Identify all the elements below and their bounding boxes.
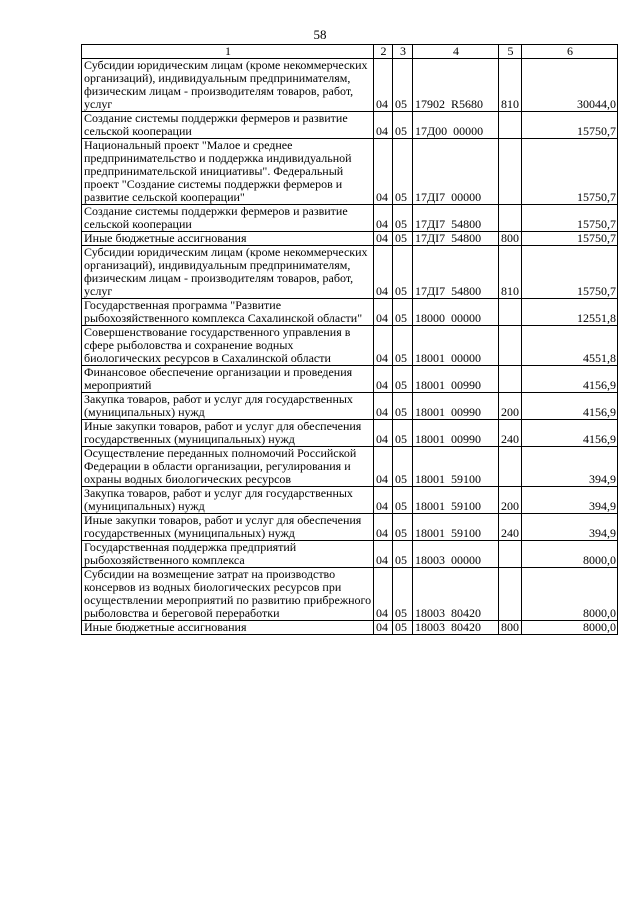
row-subsection-cell: 05 (393, 246, 413, 299)
row-name-cell: Закупка товаров, работ и услуг для государственных (муниципальных) нужд (82, 393, 374, 420)
row-subsection-cell: 05 (393, 393, 413, 420)
table-row (82, 541, 618, 568)
row-subsection-cell: 05 (393, 59, 413, 112)
row-section-cell: 04 (374, 366, 393, 393)
row-amount-cell: 15750,7 (522, 232, 618, 246)
row-amount-cell: 15750,7 (522, 139, 618, 205)
row-amount-cell: 15750,7 (522, 205, 618, 232)
table-row (82, 232, 618, 246)
row-section-cell: 04 (374, 59, 393, 112)
column-header: 1 (82, 45, 374, 59)
row-name-cell: Осуществление переданных полномочий Российской Федерации в области организации, регулирования и охраны водных биологических ресурсов (82, 447, 374, 487)
row-subsection-cell: 05 (393, 232, 413, 246)
row-section-cell: 04 (374, 447, 393, 487)
row-target-article-cell: 18000 00000 (413, 299, 499, 326)
row-target-article-cell: 18001 00000 (413, 326, 499, 366)
row-expense-type-cell: 810 (499, 246, 522, 299)
row-section-cell: 04 (374, 246, 393, 299)
row-expense-type-cell (499, 139, 522, 205)
row-subsection-cell: 05 (393, 447, 413, 487)
row-subsection-cell: 05 (393, 420, 413, 447)
row-expense-type-cell (499, 568, 522, 621)
row-subsection-cell: 05 (393, 366, 413, 393)
row-expense-type-cell (499, 326, 522, 366)
row-section-cell: 04 (374, 299, 393, 326)
row-target-article-cell: 18001 59100 (413, 447, 499, 487)
table-row (82, 568, 618, 621)
row-target-article-cell: 17Д00 00000 (413, 112, 499, 139)
row-name-cell: Иные бюджетные ассигнования (82, 232, 374, 246)
row-name-cell: Национальный проект "Малое и среднее предпринимательство и поддержка индивидуальной предпринимательской инициативы". Федеральный проект "Создание системы поддержки фермеров и развитие сельской кооперации" (82, 139, 374, 205)
table-row (82, 447, 618, 487)
row-name-cell: Государственная программа "Развитие рыбохозяйственного комплекса Сахалинской области" (82, 299, 374, 326)
table-row (82, 299, 618, 326)
row-amount-cell: 394,9 (522, 514, 618, 541)
row-section-cell: 04 (374, 541, 393, 568)
row-target-article-cell: 18001 59100 (413, 487, 499, 514)
row-subsection-cell: 05 (393, 568, 413, 621)
row-target-article-cell: 18001 00990 (413, 366, 499, 393)
row-section-cell: 04 (374, 326, 393, 366)
row-amount-cell: 15750,7 (522, 246, 618, 299)
row-name-cell: Закупка товаров, работ и услуг для государственных (муниципальных) нужд (82, 487, 374, 514)
budget-table (81, 44, 618, 635)
row-target-article-cell: 18003 80420 (413, 621, 499, 635)
row-name-cell: Иные бюджетные ассигнования (82, 621, 374, 635)
row-target-article-cell: 18001 00990 (413, 393, 499, 420)
table-row (82, 139, 618, 205)
row-section-cell: 04 (374, 232, 393, 246)
row-expense-type-cell (499, 205, 522, 232)
row-subsection-cell: 05 (393, 299, 413, 326)
row-subsection-cell: 05 (393, 514, 413, 541)
row-target-article-cell: 18001 59100 (413, 514, 499, 541)
row-target-article-cell: 17ДI7 54800 (413, 205, 499, 232)
row-section-cell: 04 (374, 393, 393, 420)
column-header: 6 (522, 45, 618, 59)
row-name-cell: Совершенствование государственного управления в сфере рыболовства и сохранение водных биологических ресурсов в Сахалинской области (82, 326, 374, 366)
row-subsection-cell: 05 (393, 112, 413, 139)
row-section-cell: 04 (374, 420, 393, 447)
row-name-cell: Субсидии на возмещение затрат на производство консервов из водных биологических ресурсов при осуществлении мероприятий по развитию прибрежного рыболовства и береговой переработки (82, 568, 374, 621)
row-expense-type-cell (499, 112, 522, 139)
row-name-cell: Финансовое обеспечение организации и проведения мероприятий (82, 366, 374, 393)
row-expense-type-cell (499, 299, 522, 326)
row-expense-type-cell (499, 541, 522, 568)
row-subsection-cell: 05 (393, 541, 413, 568)
row-section-cell: 04 (374, 139, 393, 205)
table-row (82, 420, 618, 447)
row-expense-type-cell: 810 (499, 59, 522, 112)
row-expense-type-cell (499, 447, 522, 487)
row-subsection-cell: 05 (393, 487, 413, 514)
table-row (82, 366, 618, 393)
row-section-cell: 04 (374, 568, 393, 621)
row-subsection-cell: 05 (393, 205, 413, 232)
table-row (82, 112, 618, 139)
row-section-cell: 04 (374, 205, 393, 232)
row-section-cell: 04 (374, 621, 393, 635)
row-amount-cell: 15750,7 (522, 112, 618, 139)
row-expense-type-cell: 800 (499, 232, 522, 246)
row-expense-type-cell: 240 (499, 514, 522, 541)
row-amount-cell: 394,9 (522, 447, 618, 487)
row-target-article-cell: 18003 00000 (413, 541, 499, 568)
row-expense-type-cell: 200 (499, 487, 522, 514)
row-expense-type-cell: 240 (499, 420, 522, 447)
table-row (82, 205, 618, 232)
table-row (82, 621, 618, 635)
row-expense-type-cell: 800 (499, 621, 522, 635)
table-row (82, 326, 618, 366)
row-amount-cell: 4156,9 (522, 366, 618, 393)
row-name-cell: Иные закупки товаров, работ и услуг для обеспечения государственных (муниципальных) нужд (82, 420, 374, 447)
page-number: 58 (313, 27, 327, 42)
row-subsection-cell: 05 (393, 621, 413, 635)
column-header: 3 (393, 45, 413, 59)
column-header: 4 (413, 45, 499, 59)
row-target-article-cell: 17ДI7 54800 (413, 232, 499, 246)
row-section-cell: 04 (374, 487, 393, 514)
row-target-article-cell: 17902 R5680 (413, 59, 499, 112)
row-subsection-cell: 05 (393, 326, 413, 366)
row-target-article-cell: 18003 80420 (413, 568, 499, 621)
row-target-article-cell: 17ДI7 00000 (413, 139, 499, 205)
row-amount-cell: 4156,9 (522, 393, 618, 420)
column-header: 5 (499, 45, 522, 59)
row-subsection-cell: 05 (393, 139, 413, 205)
table-header-row (82, 45, 618, 59)
table-row (82, 487, 618, 514)
row-amount-cell: 8000,0 (522, 568, 618, 621)
row-amount-cell: 8000,0 (522, 541, 618, 568)
row-amount-cell: 12551,8 (522, 299, 618, 326)
column-header: 2 (374, 45, 393, 59)
table-row (82, 59, 618, 112)
row-section-cell: 04 (374, 112, 393, 139)
table-row (82, 393, 618, 420)
row-expense-type-cell: 200 (499, 393, 522, 420)
row-amount-cell: 8000,0 (522, 621, 618, 635)
row-name-cell: Создание системы поддержки фермеров и развитие сельской кооперации (82, 205, 374, 232)
row-amount-cell: 4551,8 (522, 326, 618, 366)
row-target-article-cell: 17ДI7 54800 (413, 246, 499, 299)
row-name-cell: Субсидии юридическим лицам (кроме некоммерческих организаций), индивидуальным предпринимателям, физическим лицам - производителям товаров, работ, услуг (82, 59, 374, 112)
row-amount-cell: 30044,0 (522, 59, 618, 112)
table-row (82, 246, 618, 299)
row-name-cell: Государственная поддержка предприятий рыбохозяйственного комплекса (82, 541, 374, 568)
row-name-cell: Субсидии юридическим лицам (кроме некоммерческих организаций), индивидуальным предпринимателям, физическим лицам - производителям товаров, работ, услуг (82, 246, 374, 299)
row-expense-type-cell (499, 366, 522, 393)
table-row (82, 514, 618, 541)
row-section-cell: 04 (374, 514, 393, 541)
row-name-cell: Иные закупки товаров, работ и услуг для обеспечения государственных (муниципальных) нужд (82, 514, 374, 541)
row-amount-cell: 4156,9 (522, 420, 618, 447)
row-name-cell: Создание системы поддержки фермеров и развитие сельской кооперации (82, 112, 374, 139)
row-amount-cell: 394,9 (522, 487, 618, 514)
row-target-article-cell: 18001 00990 (413, 420, 499, 447)
